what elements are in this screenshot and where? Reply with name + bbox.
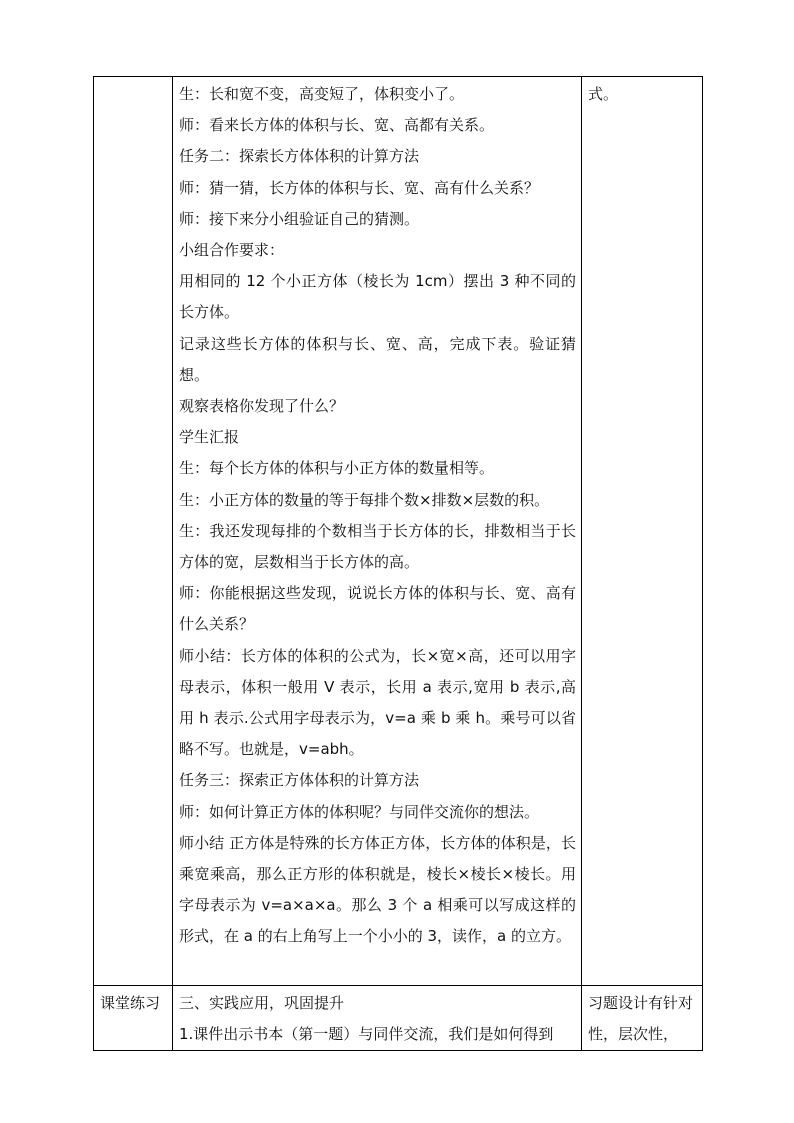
- content-line: 生：我还发现每排的个数相当于长方体的长，排数相当于长方体的宽，层数相当于长方体的高。: [179, 521, 576, 572]
- content-line: 生：每个长方体的体积与小正方体的数量相等。: [179, 459, 495, 478]
- lesson-plan-table: [93, 76, 703, 1051]
- content-line: 观察表格你发现了什么？: [179, 397, 345, 416]
- table-row: [94, 986, 703, 1051]
- content-line: 师小结 正方体是特殊的长方体正方体，长方体的体积是，长乘宽乘高，那么正方形的体积就是，棱长×棱长×棱长。用字母表示为 v=a×a×a。那么 3 个 a 相乘可以写成这样的形式，在 a 的右上角写上一个小小的 3，读作，a 的立方。: [179, 833, 576, 946]
- content-line: 学生汇报: [179, 428, 240, 447]
- design-note: 式。: [588, 85, 619, 103]
- row-label-cell: [94, 77, 173, 986]
- row-label-cell: [94, 986, 173, 1051]
- content-body: [173, 77, 581, 953]
- content-line: 生：长和宽不变，高变短了，体积变小了。: [179, 85, 465, 103]
- content-cell: [173, 986, 582, 1051]
- content-line: 师：你能根据这些发现，说说长方体的体积与长、宽、高有什么关系？: [179, 584, 576, 634]
- content-line: 师小结：长方体的体积的公式为，长×宽×高，还可以用字母表示，体积一般用 V 表示，长用 a 表示,宽用 b 表示,高用 h 表示.公式用字母表示为，v=a 乘 b 乘 h。乘号可以省略不写。也就是，v=abh。: [179, 646, 576, 759]
- design-note: 习题设计有针对性，层次性，: [588, 994, 694, 1044]
- content-line: 师：如何计算正方体的体积呢？与同伴交流你的想法。: [179, 802, 540, 821]
- content-line: 小组合作要求：: [179, 241, 285, 260]
- content-line: 用相同的 12 个小正方体（棱长为 1cm）摆出 3 种不同的长方体。: [179, 272, 576, 322]
- table-row: [94, 77, 703, 986]
- content-cell: [173, 77, 582, 986]
- content-line: 1.课件出示书本（第一题）与同伴交流，我们是如何得到: [179, 1025, 554, 1044]
- design-note-cell: [582, 77, 703, 986]
- content-line: 师：猜一猜，长方体的体积与长、宽、高有什么关系？: [179, 178, 540, 197]
- content-body: [173, 986, 581, 1050]
- content-line: 三、实践应用，巩固提升: [179, 994, 345, 1012]
- row-label: [94, 77, 172, 79]
- content-line: 记录这些长方体的体积与长、宽、高，完成下表。验证猜想。: [179, 334, 576, 384]
- design-note-cell: [582, 986, 703, 1051]
- content-line: 任务二：探索长方体体积的计算方法: [179, 147, 420, 166]
- content-line: 师：接下来分小组验证自己的猜测。: [179, 209, 420, 228]
- content-line: 任务三：探索正方体体积的计算方法: [179, 771, 420, 790]
- row-label: 课堂练习: [100, 994, 161, 1012]
- content-line: 师：看来长方体的体积与长、宽、高都有关系。: [179, 116, 495, 135]
- content-line: 生：小正方体的数量的等于每排个数×排数×层数的积。: [179, 490, 550, 509]
